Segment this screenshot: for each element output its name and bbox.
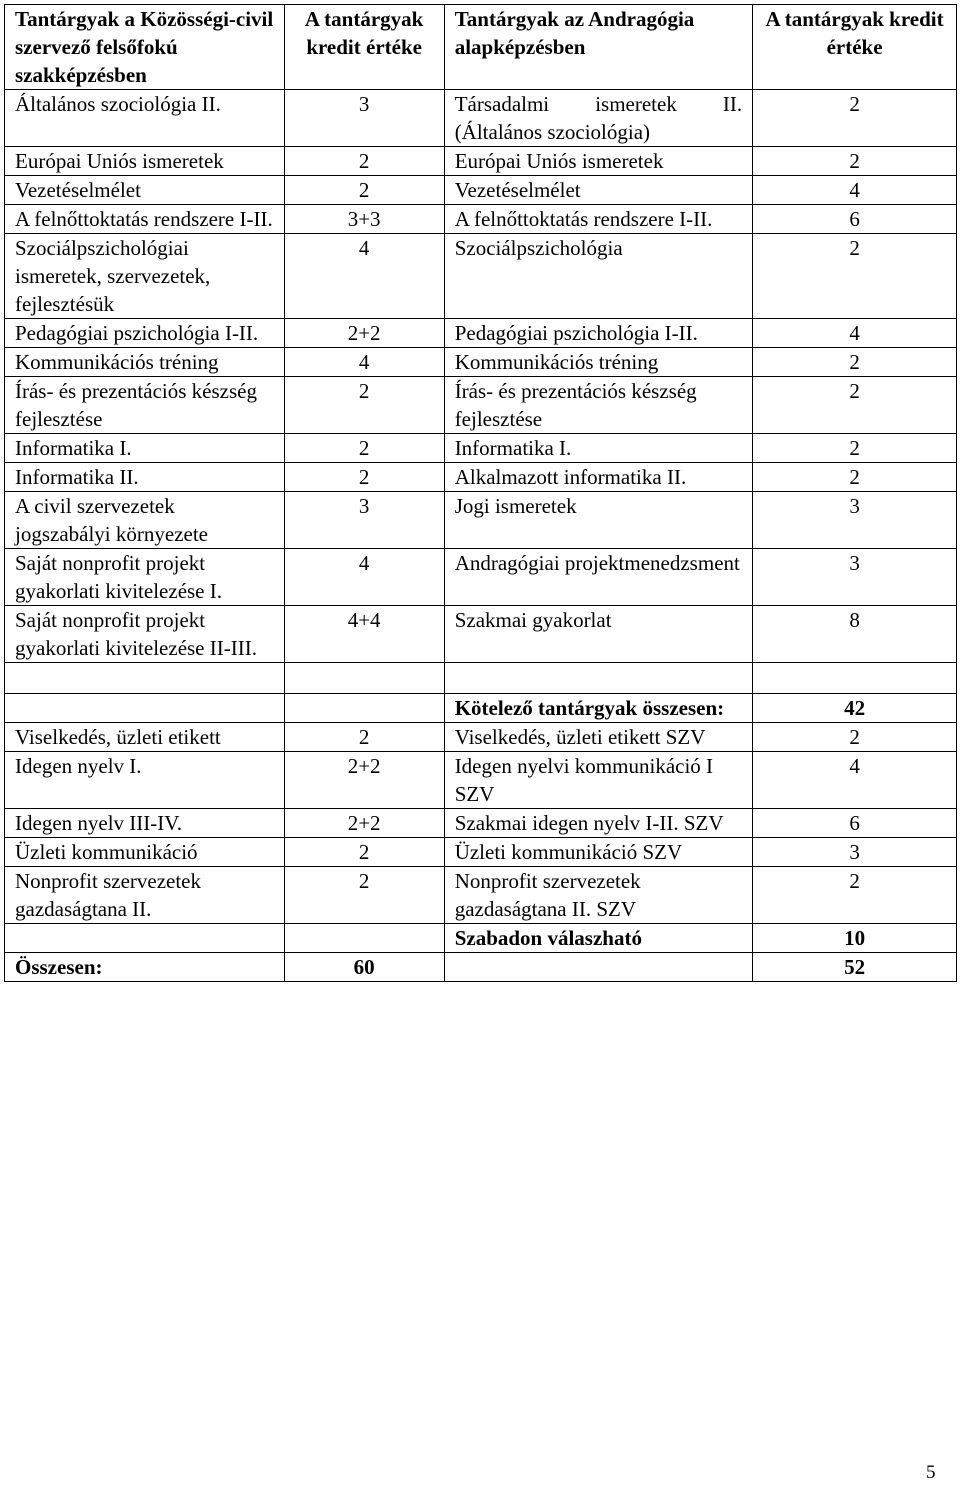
course-szvk: Saját nonprofit projekt gyakorlati kivitelezése I. bbox=[5, 549, 285, 606]
credit-szvk: 4 bbox=[284, 549, 444, 606]
credit-szvk: 2+2 bbox=[284, 752, 444, 809]
credit-szvk: 2 bbox=[284, 377, 444, 434]
credit-szvk: 3+3 bbox=[284, 205, 444, 234]
mandatory-total-value: 42 bbox=[753, 694, 957, 723]
credit-andragogia: 3 bbox=[753, 492, 957, 549]
grand-total-right-value: 52 bbox=[753, 953, 957, 982]
course-andragogia: A felnőttoktatás rendszere I-II. bbox=[444, 205, 752, 234]
grand-total-label: Összesen: bbox=[5, 953, 285, 982]
course-szvk: A felnőttoktatás rendszere I-II. bbox=[5, 205, 285, 234]
credit-andragogia: 4 bbox=[753, 752, 957, 809]
table-row bbox=[5, 319, 957, 348]
table-row bbox=[5, 434, 957, 463]
table-row bbox=[5, 723, 957, 752]
course-szvk: Üzleti kommunikáció bbox=[5, 838, 285, 867]
course-szvk: Pedagógiai pszichológia I-II. bbox=[5, 319, 285, 348]
credit-andragogia: 3 bbox=[753, 838, 957, 867]
credit-szvk: 2 bbox=[284, 176, 444, 205]
free-choice-value: 10 bbox=[753, 924, 957, 953]
course-andragogia: Írás- és prezentációs készség fejlesztése bbox=[444, 377, 752, 434]
course-andragogia: Társadalmi ismeretek II. (Általános szociológia) bbox=[444, 90, 752, 147]
credit-szvk: 2 bbox=[284, 463, 444, 492]
course-andragogia: Kommunikációs tréning bbox=[444, 348, 752, 377]
course-szvk: Informatika I. bbox=[5, 434, 285, 463]
credit-andragogia: 6 bbox=[753, 205, 957, 234]
credit-szvk: 4 bbox=[284, 234, 444, 319]
table-row bbox=[5, 809, 957, 838]
course-andragogia: Szakmai idegen nyelv I-II. SZV bbox=[444, 809, 752, 838]
page-number: 5 bbox=[926, 1462, 936, 1483]
credit-szvk: 2 bbox=[284, 723, 444, 752]
credit-andragogia: 4 bbox=[753, 176, 957, 205]
credit-szvk: 2+2 bbox=[284, 319, 444, 348]
free-choice-label: Szabadon válaszható bbox=[444, 924, 752, 953]
credit-andragogia: 4 bbox=[753, 319, 957, 348]
table-row bbox=[5, 752, 957, 809]
course-andragogia: Üzleti kommunikáció SZV bbox=[444, 838, 752, 867]
credit-andragogia: 2 bbox=[753, 434, 957, 463]
course-szvk: Írás- és prezentációs készség fejlesztése bbox=[5, 377, 285, 434]
credit-andragogia: 2 bbox=[753, 147, 957, 176]
course-szvk: Saját nonprofit projekt gyakorlati kivitelezése II-III. bbox=[5, 606, 285, 663]
grand-total-row bbox=[5, 953, 957, 982]
credit-szvk: 3 bbox=[284, 90, 444, 147]
course-andragogia: Viselkedés, üzleti etikett SZV bbox=[444, 723, 752, 752]
course-andragogia: Pedagógiai pszichológia I-II. bbox=[444, 319, 752, 348]
credit-szvk: 4 bbox=[284, 348, 444, 377]
course-andragogia: Idegen nyelvi kommunikáció I SZV bbox=[444, 752, 752, 809]
table-row bbox=[5, 176, 957, 205]
course-andragogia: Informatika I. bbox=[444, 434, 752, 463]
credit-szvk: 2 bbox=[284, 838, 444, 867]
table-row bbox=[5, 147, 957, 176]
table-row bbox=[5, 205, 957, 234]
course-szvk: Általános szociológia II. bbox=[5, 90, 285, 147]
credit-andragogia: 2 bbox=[753, 723, 957, 752]
mandatory-total-row bbox=[5, 694, 957, 723]
header-col2: A tantárgyak kredit értéke bbox=[284, 5, 444, 90]
course-andragogia: Alkalmazott informatika II. bbox=[444, 463, 752, 492]
credit-andragogia: 2 bbox=[753, 463, 957, 492]
credit-andragogia: 2 bbox=[753, 867, 957, 924]
course-szvk: Vezetéselmélet bbox=[5, 176, 285, 205]
course-andragogia: Jogi ismeretek bbox=[444, 492, 752, 549]
course-szvk: A civil szervezetek jogszabályi környezete bbox=[5, 492, 285, 549]
course-andragogia: Andragógiai projektmenedzsment bbox=[444, 549, 752, 606]
credit-andragogia: 6 bbox=[753, 809, 957, 838]
free-choice-row bbox=[5, 924, 957, 953]
course-szvk: Informatika II. bbox=[5, 463, 285, 492]
credit-andragogia: 2 bbox=[753, 377, 957, 434]
header-col4: A tantárgyak kredit értéke bbox=[753, 5, 957, 90]
grand-total-left-value: 60 bbox=[284, 953, 444, 982]
table-row bbox=[5, 377, 957, 434]
course-szvk: Idegen nyelv III-IV. bbox=[5, 809, 285, 838]
credit-szvk: 2 bbox=[284, 867, 444, 924]
course-szvk: Viselkedés, üzleti etikett bbox=[5, 723, 285, 752]
table-row bbox=[5, 492, 957, 549]
course-andragogia: Európai Uniós ismeretek bbox=[444, 147, 752, 176]
course-andragogia: Vezetéselmélet bbox=[444, 176, 752, 205]
credit-szvk: 2 bbox=[284, 147, 444, 176]
credit-andragogia: 3 bbox=[753, 549, 957, 606]
course-andragogia: Szociálpszichológia bbox=[444, 234, 752, 319]
course-szvk: Szociálpszichológiai ismeretek, szervezetek, fejlesztésük bbox=[5, 234, 285, 319]
course-szvk: Idegen nyelv I. bbox=[5, 752, 285, 809]
header-col3: Tantárgyak az Andragógia alapképzésben bbox=[444, 5, 752, 90]
mandatory-total-label: Kötelező tantárgyak összesen: bbox=[444, 694, 752, 723]
table-row bbox=[5, 348, 957, 377]
course-szvk: Európai Uniós ismeretek bbox=[5, 147, 285, 176]
course-szvk: Nonprofit szervezetek gazdaságtana II. bbox=[5, 867, 285, 924]
course-andragogia: Nonprofit szervezetek gazdaságtana II. SZV bbox=[444, 867, 752, 924]
course-szvk: Kommunikációs tréning bbox=[5, 348, 285, 377]
credit-andragogia: 2 bbox=[753, 234, 957, 319]
credit-szvk: 2 bbox=[284, 434, 444, 463]
credit-comparison-table bbox=[4, 4, 957, 982]
table-header-row bbox=[5, 5, 957, 90]
spacer-row bbox=[5, 663, 957, 694]
table-row bbox=[5, 549, 957, 606]
header-col1: Tantárgyak a Közösségi-civil szervező felsőfokú szakképzésben bbox=[5, 5, 285, 90]
credit-szvk: 3 bbox=[284, 492, 444, 549]
credit-andragogia: 2 bbox=[753, 90, 957, 147]
table-row bbox=[5, 867, 957, 924]
credit-szvk: 4+4 bbox=[284, 606, 444, 663]
table-row bbox=[5, 463, 957, 492]
credit-andragogia: 8 bbox=[753, 606, 957, 663]
table-row bbox=[5, 606, 957, 663]
credit-szvk: 2+2 bbox=[284, 809, 444, 838]
credit-andragogia: 2 bbox=[753, 348, 957, 377]
table-row bbox=[5, 90, 957, 147]
table-row bbox=[5, 234, 957, 319]
table-row bbox=[5, 838, 957, 867]
course-andragogia: Szakmai gyakorlat bbox=[444, 606, 752, 663]
